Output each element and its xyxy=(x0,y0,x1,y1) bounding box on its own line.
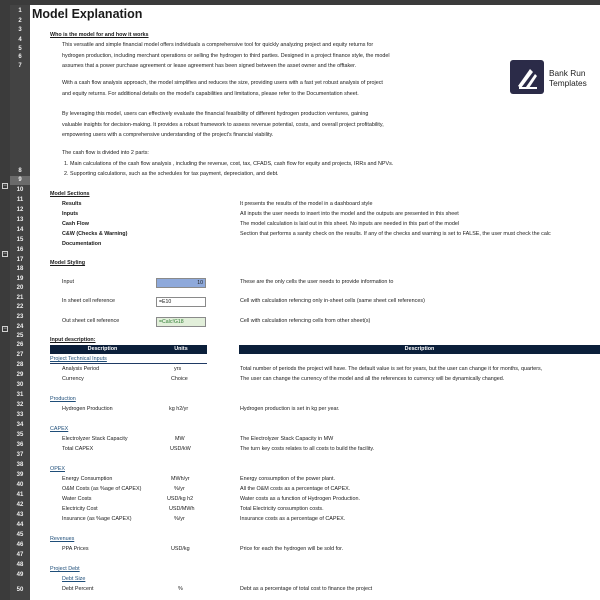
sections-heading: Model Sections xyxy=(50,191,90,197)
row-number[interactable]: 24 xyxy=(16,324,24,330)
text-line: valuable insights for decision-making. It provides a robust framework to assess revenue potential, costs, and overall project profitability, xyxy=(62,121,384,128)
collapse-group-button[interactable]: − xyxy=(3,183,7,189)
section-desc: All inputs the user needs to insert into the model and the outputs are presented in this sheet xyxy=(240,211,459,217)
table-header-description: Description xyxy=(50,345,155,354)
style-desc: These are the only cells the user needs to provide information to xyxy=(240,279,394,285)
row-number[interactable]: 47 xyxy=(16,552,24,558)
collapse-group-button[interactable]: − xyxy=(3,326,7,332)
row-number[interactable]: 4 xyxy=(18,37,22,43)
row-number[interactable]: 35 xyxy=(16,432,24,438)
input-unit: kg h2/yr xyxy=(169,406,189,412)
logo-line: Templates xyxy=(549,78,587,88)
input-desc: Total Electricity consumption costs. xyxy=(240,506,324,512)
input-desc: The user can change the currency of the model and all the references to currency will be dynamically changed. xyxy=(240,376,505,382)
section-desc: It presents the results of the model in a dashboard style xyxy=(240,201,373,207)
text-line: This versatile and simple financial model offers individuals a comprehensive tool for quickly analyzing project and equity returns for xyxy=(62,42,374,48)
row-number[interactable]: 8 xyxy=(18,168,22,174)
row-number[interactable]: 29 xyxy=(16,372,24,378)
row-number[interactable]: 27 xyxy=(16,352,24,358)
group-title: CAPEX xyxy=(50,426,69,432)
text-line: empowering users with a comprehensive understanding of the project's financial viability. xyxy=(62,132,274,138)
input-desc: Price for each the hydrogen will be sold for. xyxy=(240,546,344,552)
intro-paragraph-1 xyxy=(62,40,390,72)
row-number[interactable]: 36 xyxy=(16,442,24,448)
intro-paragraph-2 xyxy=(62,78,383,99)
input-desc: Water costs as a function of Hydrogen Production. xyxy=(240,496,360,502)
row-number[interactable]: 33 xyxy=(16,412,24,418)
input-name: Electricity Cost xyxy=(62,506,98,512)
row-number[interactable]: 37 xyxy=(16,452,24,458)
input-name: Hydrogen Production xyxy=(62,406,113,412)
input-name: Total CAPEX xyxy=(62,446,94,452)
row-number[interactable]: 31 xyxy=(16,392,24,398)
input-unit: MWh/yr xyxy=(171,476,190,482)
input-unit: %/yr xyxy=(174,486,185,492)
row-number[interactable]: 40 xyxy=(16,482,24,488)
row-number[interactable]: 23 xyxy=(16,314,24,320)
row-number[interactable]: 46 xyxy=(16,542,24,548)
section-name: Cash Flow xyxy=(62,221,89,227)
text-line: By leveraging this model, users can effectively evaluate the financial feasibility of different hydrogen production ventures, gaining xyxy=(62,111,369,117)
group-title: Project Technical Inputs xyxy=(50,356,107,362)
out-sheet-ref-cell-example[interactable]: =Calc!G18 xyxy=(156,317,206,327)
page-title: Model Explanation xyxy=(32,7,143,21)
row-number[interactable]: 45 xyxy=(16,532,24,538)
section-name: C&W (Checks & Warning) xyxy=(62,231,128,237)
input-unit: USD/kW xyxy=(170,446,191,452)
row-number[interactable]: 6 xyxy=(18,54,22,60)
input-unit: USD/kg xyxy=(171,546,190,552)
row-number[interactable]: 26 xyxy=(16,342,24,348)
style-desc: Cell with calculation refencing cells from other sheet(s) xyxy=(240,318,371,324)
row-number[interactable]: 18 xyxy=(16,266,24,272)
text-line: 1. Main calculations of the cash flow analysis , including the revenue, cost, tax, CFADS, cash flow for equity and projects, IRRs and NPVs. xyxy=(64,160,394,167)
text-line: and equity returns. For additional details on the model's capabilities and limitations, please refer to the Documentation sheet. xyxy=(62,90,359,97)
row-number[interactable]: 5 xyxy=(18,46,22,52)
group-title: Revenues xyxy=(50,536,75,542)
styling-heading: Model Styling xyxy=(50,260,86,266)
style-desc: Cell with calculation refencing only in-sheet cells (same sheet cell references) xyxy=(240,298,425,304)
spreadsheet-grid[interactable] xyxy=(30,5,600,600)
text-line: The cash flow is divided into 2 parts: xyxy=(62,150,149,156)
input-desc: The Electrolyzer Stack Capacity in MW xyxy=(240,436,334,442)
input-name: Debt Percent xyxy=(62,586,94,592)
input-unit: % xyxy=(178,586,183,592)
input-name: Analysis Period xyxy=(62,366,100,372)
row-number[interactable]: 1 xyxy=(18,8,22,14)
intro-paragraph-4 xyxy=(62,148,393,180)
row-number[interactable]: 28 xyxy=(16,362,24,368)
input-name: O&M Costs (as %age of CAPEX) xyxy=(62,486,142,492)
input-unit: Choice xyxy=(171,376,188,382)
group-title: OPEX xyxy=(50,466,65,472)
input-name: Electrolyzer Stack Capacity xyxy=(62,436,128,442)
subgroup-title: Debt Size xyxy=(62,576,86,582)
row-number[interactable]: 9 xyxy=(10,176,30,185)
bank-run-logo-icon xyxy=(510,60,544,94)
logo-text xyxy=(549,68,587,88)
text-line: hydrogen production, including merchant operations or selling the hydrogen to third parties. Designed in a project finance style, the model xyxy=(62,52,390,59)
row-number[interactable]: 39 xyxy=(16,472,24,478)
row-number[interactable]: 44 xyxy=(16,522,24,528)
input-name: Currency xyxy=(62,376,84,382)
section-desc: Section that performs a sanity check on the results. If any of the checks and warning is set to FALSE, the user must check the calc xyxy=(240,231,551,237)
intro-heading: Who is the model for and how it works xyxy=(50,32,149,38)
row-number-column xyxy=(10,5,30,600)
input-unit: MW xyxy=(175,436,185,442)
row-number[interactable]: 14 xyxy=(16,227,24,233)
row-number[interactable]: 50 xyxy=(16,587,24,593)
group-title: Project Debt xyxy=(50,566,80,572)
table-header-units: Units xyxy=(155,345,207,354)
intro-paragraph-3 xyxy=(62,109,384,141)
input-desc: Debt as a percentage of total cost to finance the project xyxy=(240,586,373,592)
input-name: Energy Consumption xyxy=(62,476,113,482)
row-number[interactable]: 19 xyxy=(16,276,24,282)
row-number[interactable]: 49 xyxy=(16,572,24,578)
style-label: Out sheet cell reference xyxy=(62,318,120,324)
input-desc: The turn key costs relates to all costs to build the facility. xyxy=(240,446,375,452)
input-unit: %/yr xyxy=(174,516,185,522)
collapse-group-button[interactable]: − xyxy=(3,251,7,257)
row-number[interactable]: 41 xyxy=(16,492,24,498)
row-number[interactable]: 42 xyxy=(16,502,24,508)
outline-gutter xyxy=(0,5,10,600)
row-number[interactable]: 17 xyxy=(16,257,24,263)
section-name: Documentation xyxy=(62,241,102,247)
row-number[interactable]: 25 xyxy=(16,333,24,339)
row-number[interactable]: 48 xyxy=(16,562,24,568)
in-sheet-ref-cell-example[interactable]: =E10 xyxy=(156,297,206,307)
style-label: Input xyxy=(62,279,74,285)
row-number[interactable]: 34 xyxy=(16,422,24,428)
row-number[interactable]: 43 xyxy=(16,512,24,518)
input-name: Water Costs xyxy=(62,496,92,502)
text-line: 2. Supporting calculations, such as the schedules for tax payment, depreciation, and debt. xyxy=(64,171,279,177)
row-number[interactable]: 10 xyxy=(16,187,24,193)
input-desc: Total number of periods the project will have. The default value is set for years, but the user can change it for months, quarters, xyxy=(240,366,543,372)
row-number[interactable]: 38 xyxy=(16,462,24,468)
input-name: Insurance (as %age CAPEX) xyxy=(62,516,132,522)
input-unit: USD/MWh xyxy=(169,506,195,512)
input-desc: Hydrogen production is set in kg per year. xyxy=(240,406,340,412)
row-number[interactable]: 30 xyxy=(16,382,24,388)
input-name: PPA Prices xyxy=(62,546,89,552)
input-cell-example[interactable]: 10 xyxy=(156,278,206,288)
input-description-heading: Input description: xyxy=(50,337,96,343)
input-desc: Energy consumption of the power plant. xyxy=(240,476,335,482)
group-divider xyxy=(50,363,207,364)
row-number[interactable]: 21 xyxy=(16,295,24,301)
group-title: Production xyxy=(50,396,76,402)
input-unit: yrs xyxy=(174,366,182,372)
input-unit: USD/kg h2 xyxy=(167,496,194,502)
section-name: Results xyxy=(62,201,82,207)
row-number[interactable]: 2 xyxy=(18,18,22,24)
row-number[interactable]: 20 xyxy=(16,285,24,291)
input-desc: All the O&M costs as a percentage of CAPEX. xyxy=(240,486,351,492)
logo-line: Bank Run xyxy=(549,68,586,78)
section-desc: The model calculation is laid out in this sheet. No inputs are needed in this part of the model xyxy=(240,221,460,227)
row-number[interactable]: 13 xyxy=(16,217,24,223)
row-number[interactable]: 32 xyxy=(16,402,24,408)
row-number[interactable]: 7 xyxy=(18,63,22,69)
style-label: In sheet cell reference xyxy=(62,298,116,304)
input-desc: Insurance costs as a percentage of CAPEX. xyxy=(240,516,346,522)
row-number[interactable]: 16 xyxy=(16,247,24,253)
row-number[interactable]: 3 xyxy=(18,27,22,33)
text-line: With a cash flow analysis approach, the model simplifies and reduces the size, providing users with a fast yet robust analysis of project xyxy=(62,80,383,86)
text-line: assumes that a power purchase agreement or lease agreement has been signed between the asset owner and the offtaker. xyxy=(62,63,357,69)
row-number[interactable]: 11 xyxy=(16,197,24,203)
table-header-description-right: Description xyxy=(239,345,600,354)
row-number[interactable]: 12 xyxy=(16,207,24,213)
section-name: Inputs xyxy=(62,211,79,217)
row-number[interactable]: 15 xyxy=(16,237,24,243)
row-number[interactable]: 22 xyxy=(16,304,24,310)
